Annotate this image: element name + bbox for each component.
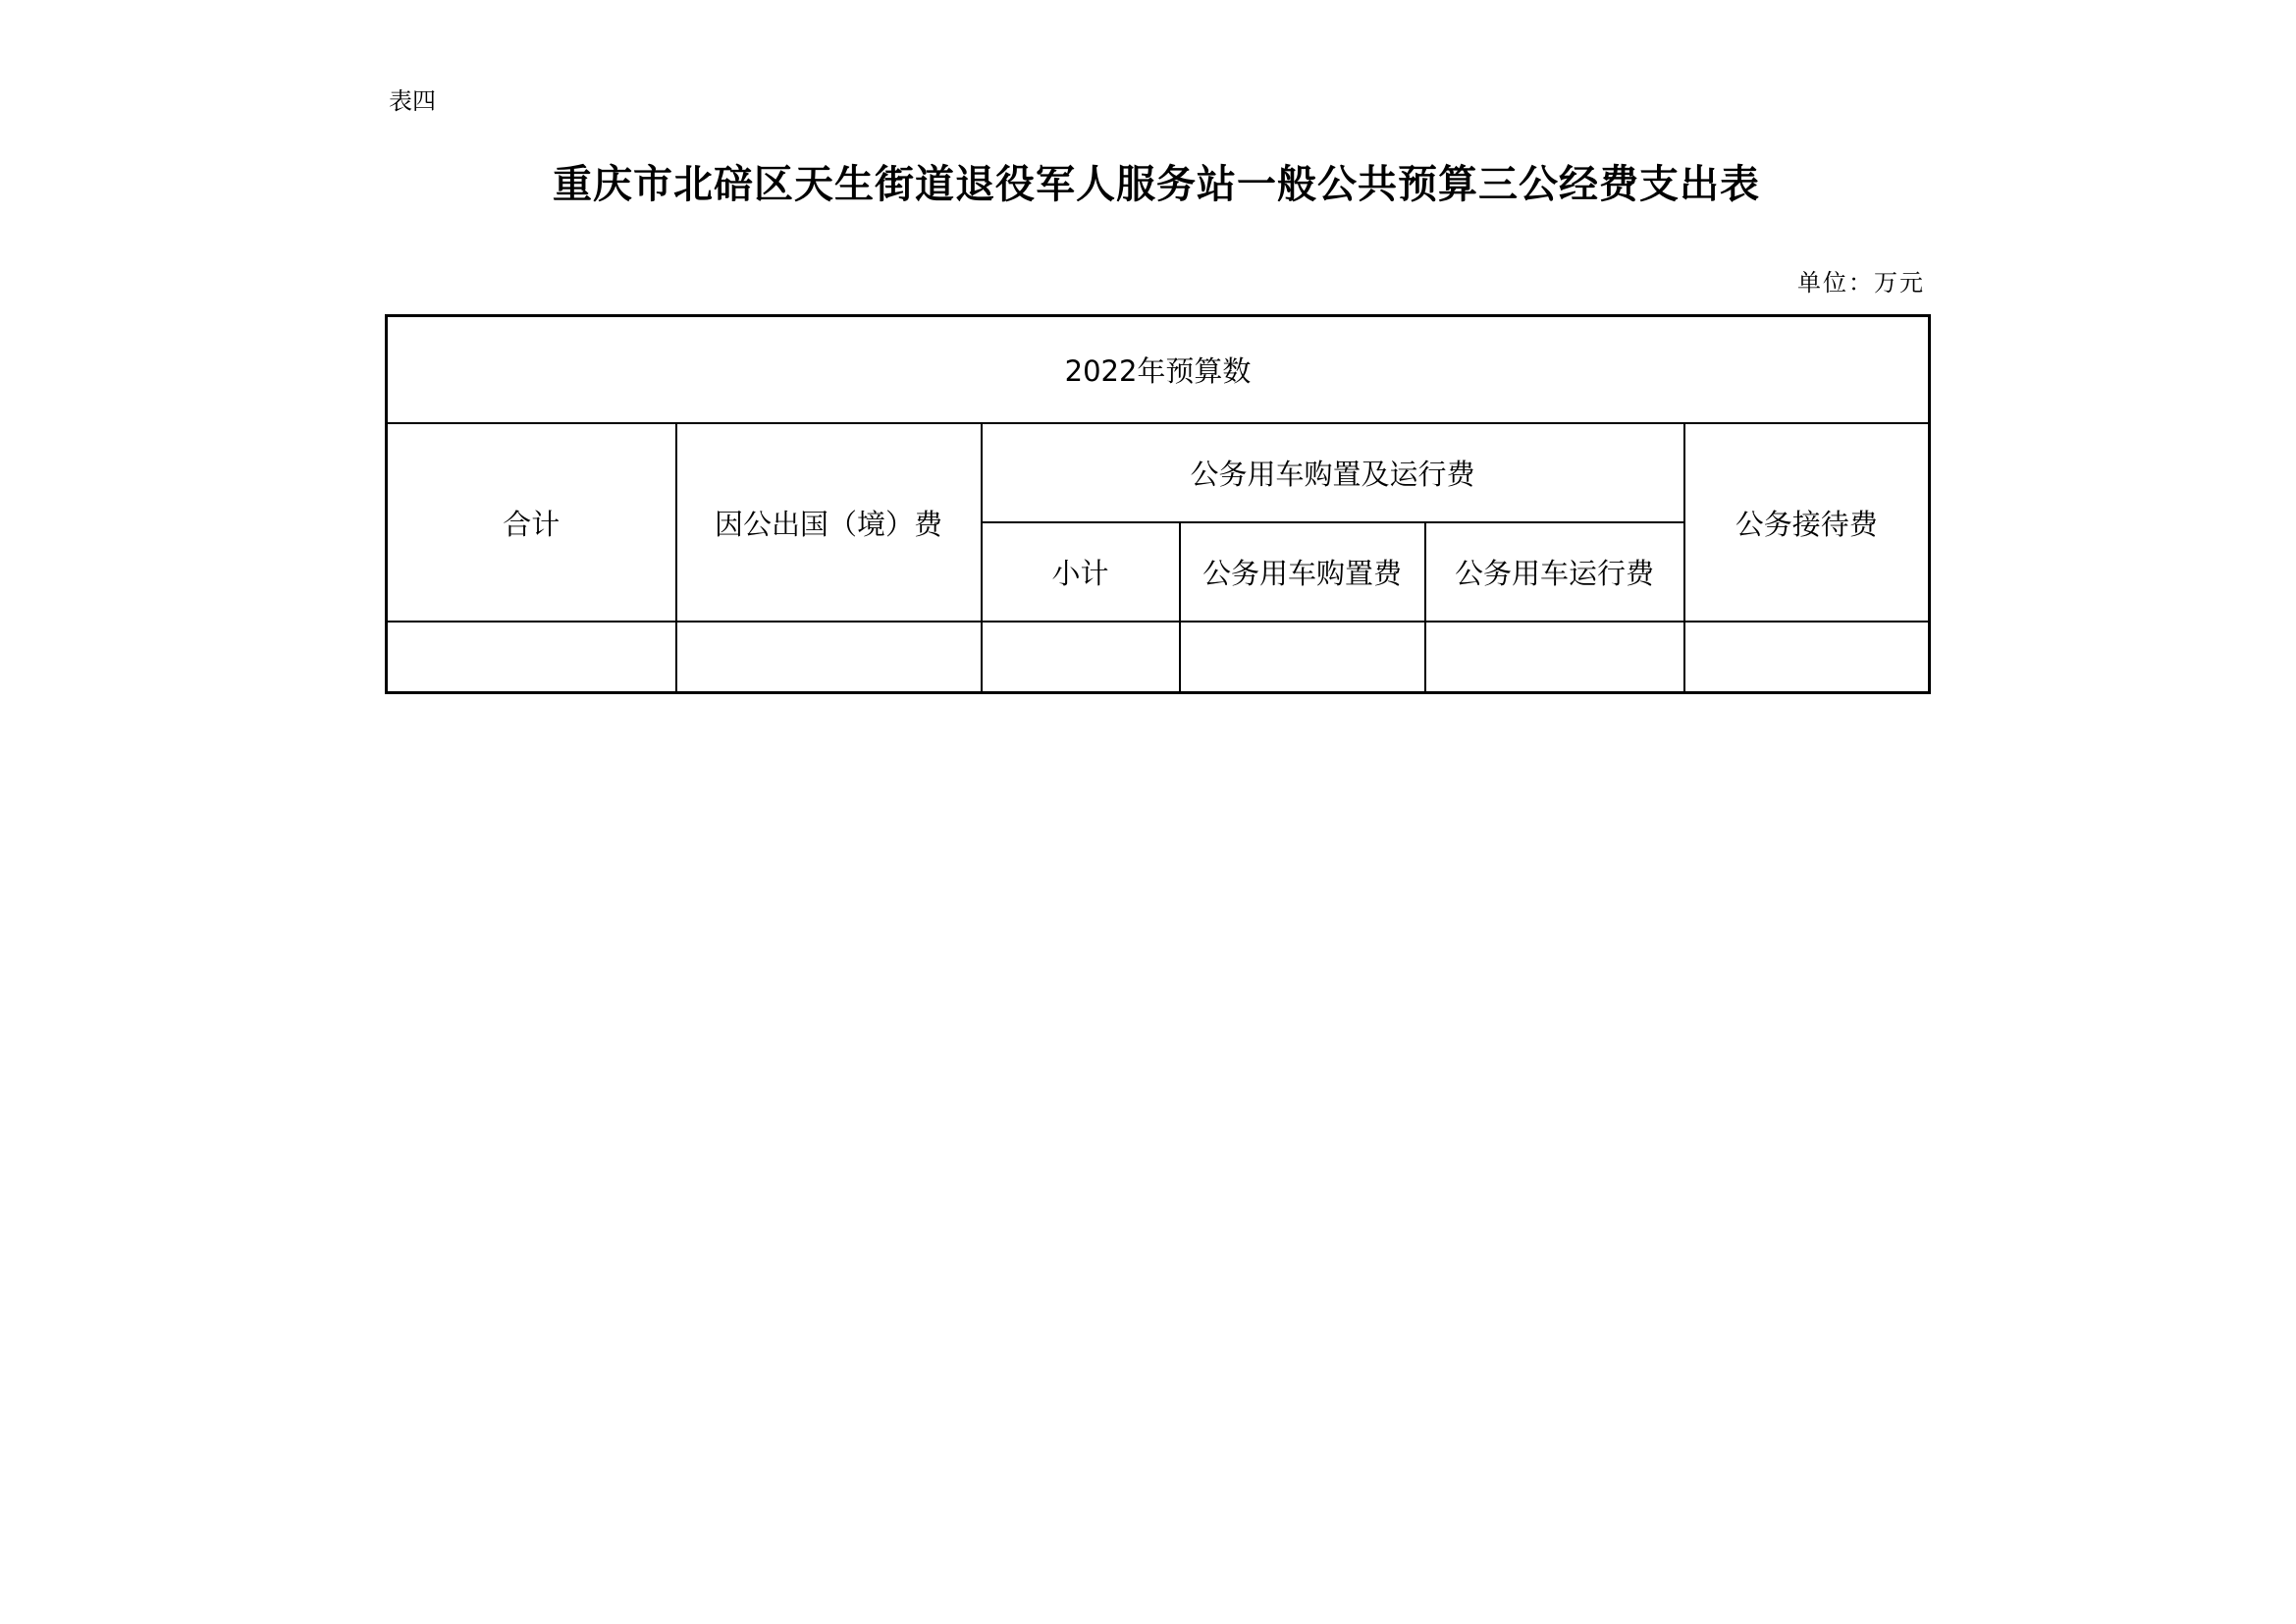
cell-reception <box>1684 622 1930 693</box>
year-budget-header: 2022年预算数 <box>387 316 1930 424</box>
header-row-1 <box>387 423 1930 522</box>
header-total: 合计 <box>387 423 676 622</box>
three-public-expenses-table <box>385 314 1931 694</box>
cell-total <box>387 622 676 693</box>
cell-vehicle-purchase <box>1180 622 1425 693</box>
header-reception-expense: 公务接待费 <box>1684 423 1930 622</box>
header-vehicle-operation: 公务用车运行费 <box>1425 522 1684 622</box>
header-vehicle-group: 公务用车购置及运行费 <box>982 423 1684 522</box>
cell-overseas <box>676 622 982 693</box>
table-row <box>387 622 1930 693</box>
header-vehicle-purchase: 公务用车购置费 <box>1180 522 1425 622</box>
unit-label: 单位：万元 <box>1797 269 1925 297</box>
header-row-year <box>387 316 1930 424</box>
header-subtotal: 小计 <box>982 522 1180 622</box>
document-title: 重庆市北碚区天生街道退役军人服务站一般公共预算三公经费支出表 <box>553 161 1760 207</box>
cell-subtotal <box>982 622 1180 693</box>
cell-vehicle-operation <box>1425 622 1684 693</box>
header-overseas-expense: 因公出国（境）费 <box>676 423 982 622</box>
table-number: 表四 <box>389 87 436 115</box>
